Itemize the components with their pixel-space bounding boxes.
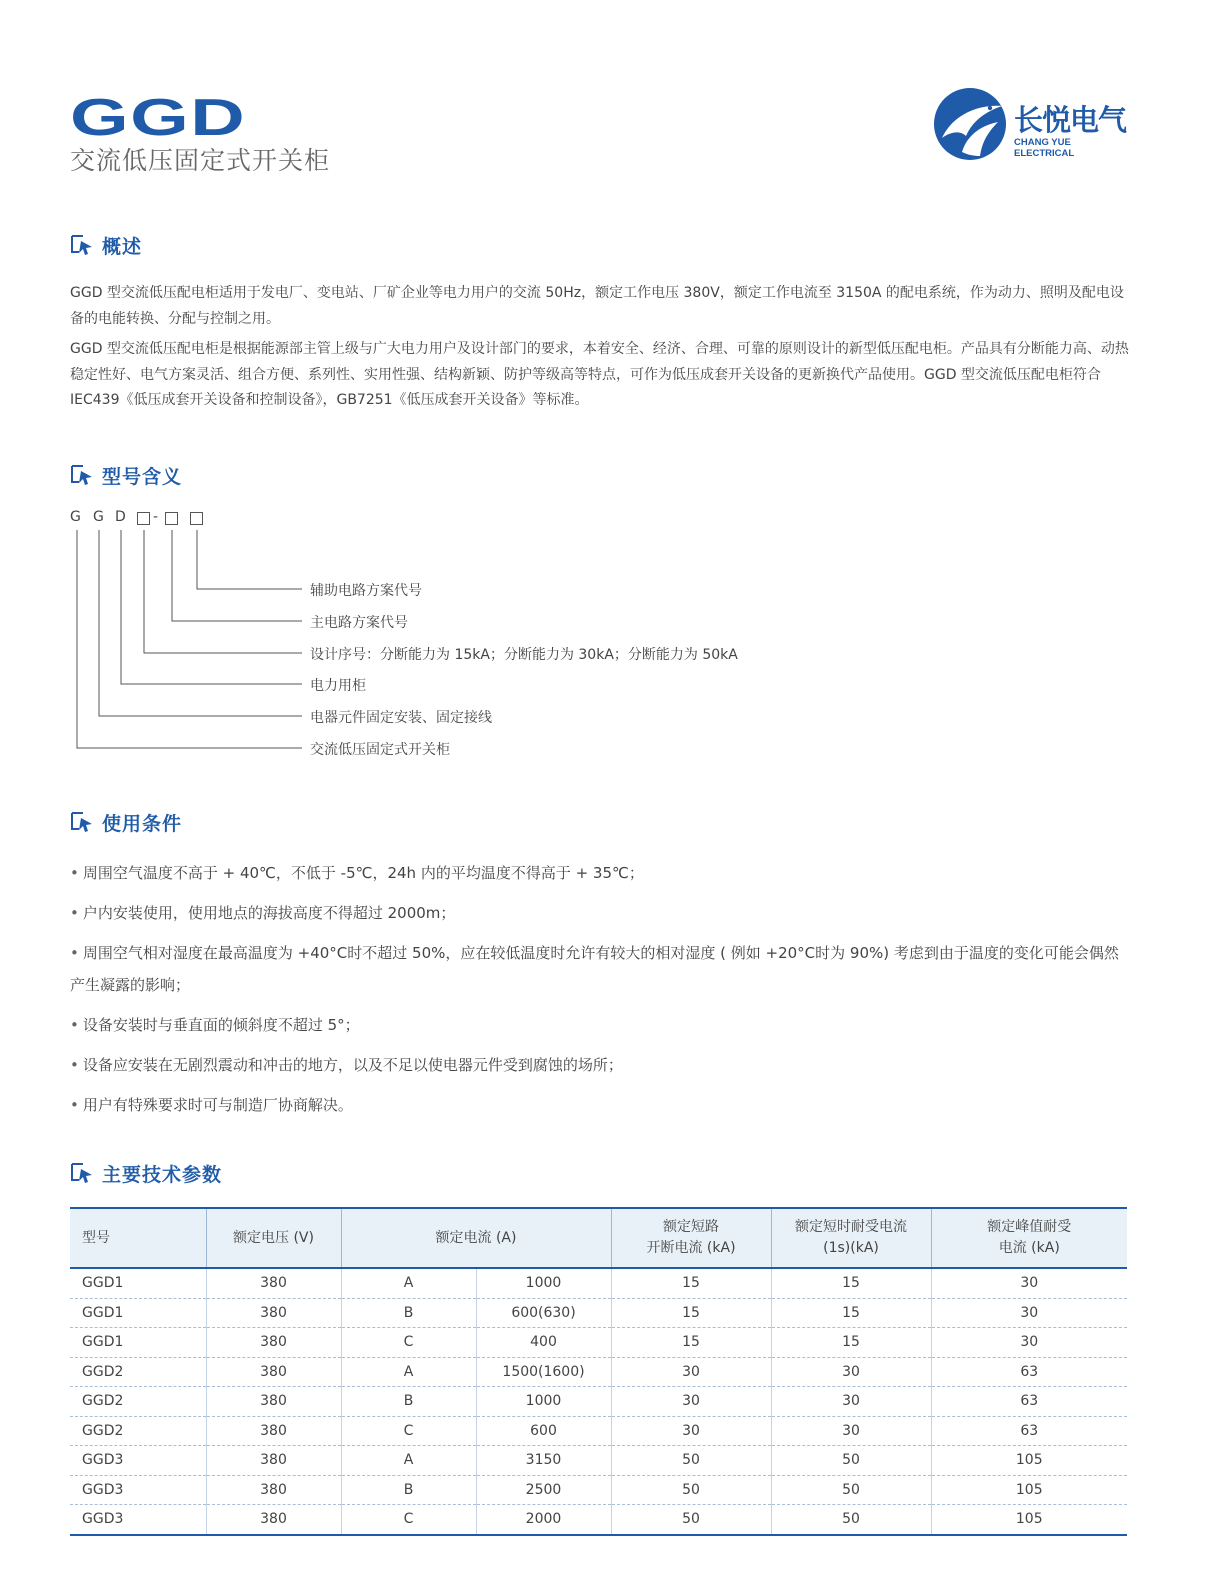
section-model-heading — [70, 462, 182, 488]
conditions-list — [70, 857, 1130, 1129]
col-header-peak — [931, 1208, 1127, 1268]
cell-current: 1500(1600) — [476, 1357, 611, 1387]
brand-title: GGD — [70, 89, 247, 147]
cell-peak: 63 — [931, 1387, 1127, 1417]
bullet: • — [70, 1016, 79, 1034]
model-label-design-number: 设计序号：分断能力为 15kA；分断能力为 30kA；分断能力为 50kA — [310, 647, 738, 663]
section-title: 使用条件 — [102, 812, 183, 835]
spec-table — [70, 1207, 1127, 1536]
header-line: (1s)(kA) — [823, 1240, 879, 1256]
list-item — [70, 1049, 1130, 1081]
cell-peak: 63 — [931, 1416, 1127, 1446]
model-code-dash: - — [153, 509, 159, 525]
cell-current: 1000 — [476, 1387, 611, 1417]
cell-voltage: 380 — [206, 1268, 341, 1298]
cell-short-time: 50 — [771, 1475, 931, 1505]
cell-peak: 105 — [931, 1446, 1127, 1476]
condition-text: 设备安装时与垂直面的倾斜度不超过 5°； — [82, 1016, 360, 1034]
cell-grade: B — [341, 1475, 476, 1505]
cell-current: 2000 — [476, 1505, 611, 1535]
model-label-main-circuit: 主电路方案代号 — [310, 615, 408, 631]
list-item — [70, 857, 1130, 889]
cell-current: 600 — [476, 1416, 611, 1446]
cell-peak: 30 — [931, 1298, 1127, 1328]
cell-breaking: 15 — [611, 1298, 771, 1328]
model-label-aux-circuit: 辅助电路方案代号 — [310, 583, 422, 599]
model-code-placeholder-box — [165, 512, 178, 525]
condition-text: 设备应安装在无剧烈震动和冲击的地方，以及不足以使电器元件受到腐蚀的场所； — [82, 1056, 623, 1074]
section-conditions-heading — [70, 809, 182, 835]
cell-voltage: 380 — [206, 1357, 341, 1387]
table-header-row — [70, 1208, 1127, 1268]
model-code-char: G — [70, 509, 81, 525]
list-item — [70, 1089, 1130, 1121]
cell-current: 400 — [476, 1328, 611, 1358]
cell-voltage: 380 — [206, 1416, 341, 1446]
model-label-fixed-install: 电器元件固定安装、固定接线 — [310, 710, 492, 726]
cell-peak: 30 — [931, 1328, 1127, 1358]
table-row — [70, 1357, 1127, 1387]
cell-grade: C — [341, 1328, 476, 1358]
cell-breaking: 50 — [611, 1475, 771, 1505]
cell-short-time: 30 — [771, 1387, 931, 1417]
table-row — [70, 1268, 1127, 1298]
overview-paragraph-2: GGD 型交流低压配电柜是根据能源部主管上级与广大电力用户及设计部门的要求，本着安全、经济、合理、可靠的原则设计的新型低压配电柜。产品具有分断能力高、动热稳定性好、电气方案灵活、组合方便、系列性、实用性强、结构新颖、防护等级高等特点，可作为低压成套开关设备的更新换代产品使用。GGD 型交流低压配电柜符合 IEC439《低压成套开关设备和控制设备》，GB7251《低压成套开关设备》等标准。 — [70, 341, 1129, 408]
bullet: • — [70, 904, 79, 922]
table-row — [70, 1475, 1127, 1505]
header-line: 额定短时耐受电流 — [795, 1219, 907, 1235]
cell-peak: 105 — [931, 1475, 1127, 1505]
cell-model: GGD1 — [70, 1268, 206, 1298]
cell-short-time: 30 — [771, 1357, 931, 1387]
condition-text: 周围空气相对湿度在最高温度为 +40°C时不超过 50%，应在较低温度时允许有较大的相对湿度 ( 例如 +20°C时为 90%) 考虑到由于温度的变化可能会偶然产生凝露的影响； — [70, 944, 1119, 994]
table-row — [70, 1387, 1127, 1417]
bullet: • — [70, 944, 79, 962]
overview-paragraph-1: GGD 型交流低压配电柜适用于发电厂、变电站、厂矿企业等电力用户的交流 50Hz，额定工作电压 380V，额定工作电流至 3150A 的配电系统，作为动力、照明及配电设备的电能转换、分配与控制之用。 — [70, 285, 1124, 327]
cell-model: GGD1 — [70, 1298, 206, 1328]
model-label-switchgear: 交流低压固定式开关柜 — [310, 742, 450, 758]
eagle-logo-icon — [932, 86, 1008, 162]
cell-breaking: 30 — [611, 1357, 771, 1387]
cell-short-time: 15 — [771, 1298, 931, 1328]
table-row — [70, 1416, 1127, 1446]
cell-grade: B — [341, 1298, 476, 1328]
cell-current: 3150 — [476, 1446, 611, 1476]
section-overview-heading — [70, 232, 142, 258]
section-pointer-icon — [70, 1162, 94, 1184]
list-item — [70, 937, 1130, 1001]
page-subtitle: 交流低压固定式开关柜 — [70, 146, 331, 175]
cell-grade: C — [341, 1416, 476, 1446]
cell-grade: C — [341, 1505, 476, 1535]
section-pointer-icon — [70, 464, 94, 486]
section-title: 概述 — [102, 235, 143, 258]
list-item — [70, 897, 1130, 929]
section-title: 型号含义 — [102, 465, 183, 488]
section-pointer-icon — [70, 234, 94, 256]
list-item — [70, 1009, 1130, 1041]
cell-peak: 105 — [931, 1505, 1127, 1535]
cell-current: 1000 — [476, 1268, 611, 1298]
cell-peak: 30 — [931, 1268, 1127, 1298]
bullet: • — [70, 864, 79, 882]
cell-grade: A — [341, 1446, 476, 1476]
cell-model: GGD3 — [70, 1475, 206, 1505]
cell-current: 600(630) — [476, 1298, 611, 1328]
cell-voltage: 380 — [206, 1505, 341, 1535]
cell-grade: B — [341, 1387, 476, 1417]
col-header-short-time — [771, 1208, 931, 1268]
cell-breaking: 30 — [611, 1387, 771, 1417]
cell-voltage: 380 — [206, 1475, 341, 1505]
cell-short-time: 15 — [771, 1268, 931, 1298]
cell-peak: 63 — [931, 1357, 1127, 1387]
col-header-voltage: 额定电压 (V) — [206, 1208, 341, 1268]
model-code-placeholder-box — [137, 512, 150, 525]
cell-grade: A — [341, 1357, 476, 1387]
table-row — [70, 1446, 1127, 1476]
cell-breaking: 50 — [611, 1505, 771, 1535]
logo-chinese-name: 长悦电气 — [1014, 103, 1127, 137]
section-spec-heading — [70, 1160, 222, 1186]
cell-model: GGD2 — [70, 1387, 206, 1417]
cell-grade: A — [341, 1268, 476, 1298]
header-line: 额定短路 — [663, 1219, 719, 1235]
model-code-char: G — [93, 509, 104, 525]
header-line: 电流 (kA) — [998, 1240, 1060, 1256]
col-header-current: 额定电流 (A) — [341, 1208, 611, 1268]
section-title: 主要技术参数 — [102, 1163, 223, 1186]
header-line: 额定峰值耐受 — [987, 1219, 1072, 1235]
cell-model: GGD3 — [70, 1446, 206, 1476]
cell-breaking: 30 — [611, 1416, 771, 1446]
condition-text: 户内安装使用，使用地点的海拔高度不得超过 2000m； — [82, 904, 456, 922]
cell-voltage: 380 — [206, 1298, 341, 1328]
cell-model: GGD1 — [70, 1328, 206, 1358]
bullet: • — [70, 1056, 79, 1074]
condition-text: 用户有特殊要求时可与制造厂协商解决。 — [82, 1096, 353, 1114]
model-code-char: D — [115, 509, 126, 525]
section-pointer-icon — [70, 811, 94, 833]
cell-current: 2500 — [476, 1475, 611, 1505]
model-code-placeholder-box — [190, 512, 203, 525]
cell-short-time: 15 — [771, 1328, 931, 1358]
table-row — [70, 1298, 1127, 1328]
cell-model: GGD2 — [70, 1357, 206, 1387]
cell-breaking: 15 — [611, 1328, 771, 1358]
cell-voltage: 380 — [206, 1328, 341, 1358]
col-header-model: 型号 — [70, 1208, 206, 1268]
bullet: • — [70, 1096, 79, 1114]
header-line: 开断电流 (kA) — [646, 1240, 736, 1256]
condition-text: 周围空气温度不高于 + 40℃，不低于 -5℃，24h 内的平均温度不得高于 + 35℃； — [82, 864, 644, 882]
cell-voltage: 380 — [206, 1446, 341, 1476]
cell-model: GGD2 — [70, 1416, 206, 1446]
cell-breaking: 50 — [611, 1446, 771, 1476]
cell-short-time: 50 — [771, 1446, 931, 1476]
model-label-power-cabinet: 电力用柜 — [310, 678, 366, 694]
cell-breaking: 15 — [611, 1268, 771, 1298]
cell-voltage: 380 — [206, 1387, 341, 1417]
cell-short-time: 50 — [771, 1505, 931, 1535]
table-row — [70, 1328, 1127, 1358]
cell-model: GGD3 — [70, 1505, 206, 1535]
table-row — [70, 1505, 1127, 1535]
cell-short-time: 30 — [771, 1416, 931, 1446]
company-logo — [932, 86, 1132, 166]
col-header-breaking — [611, 1208, 771, 1268]
logo-english-name: CHANG YUE ELECTRICAL — [1014, 137, 1075, 159]
